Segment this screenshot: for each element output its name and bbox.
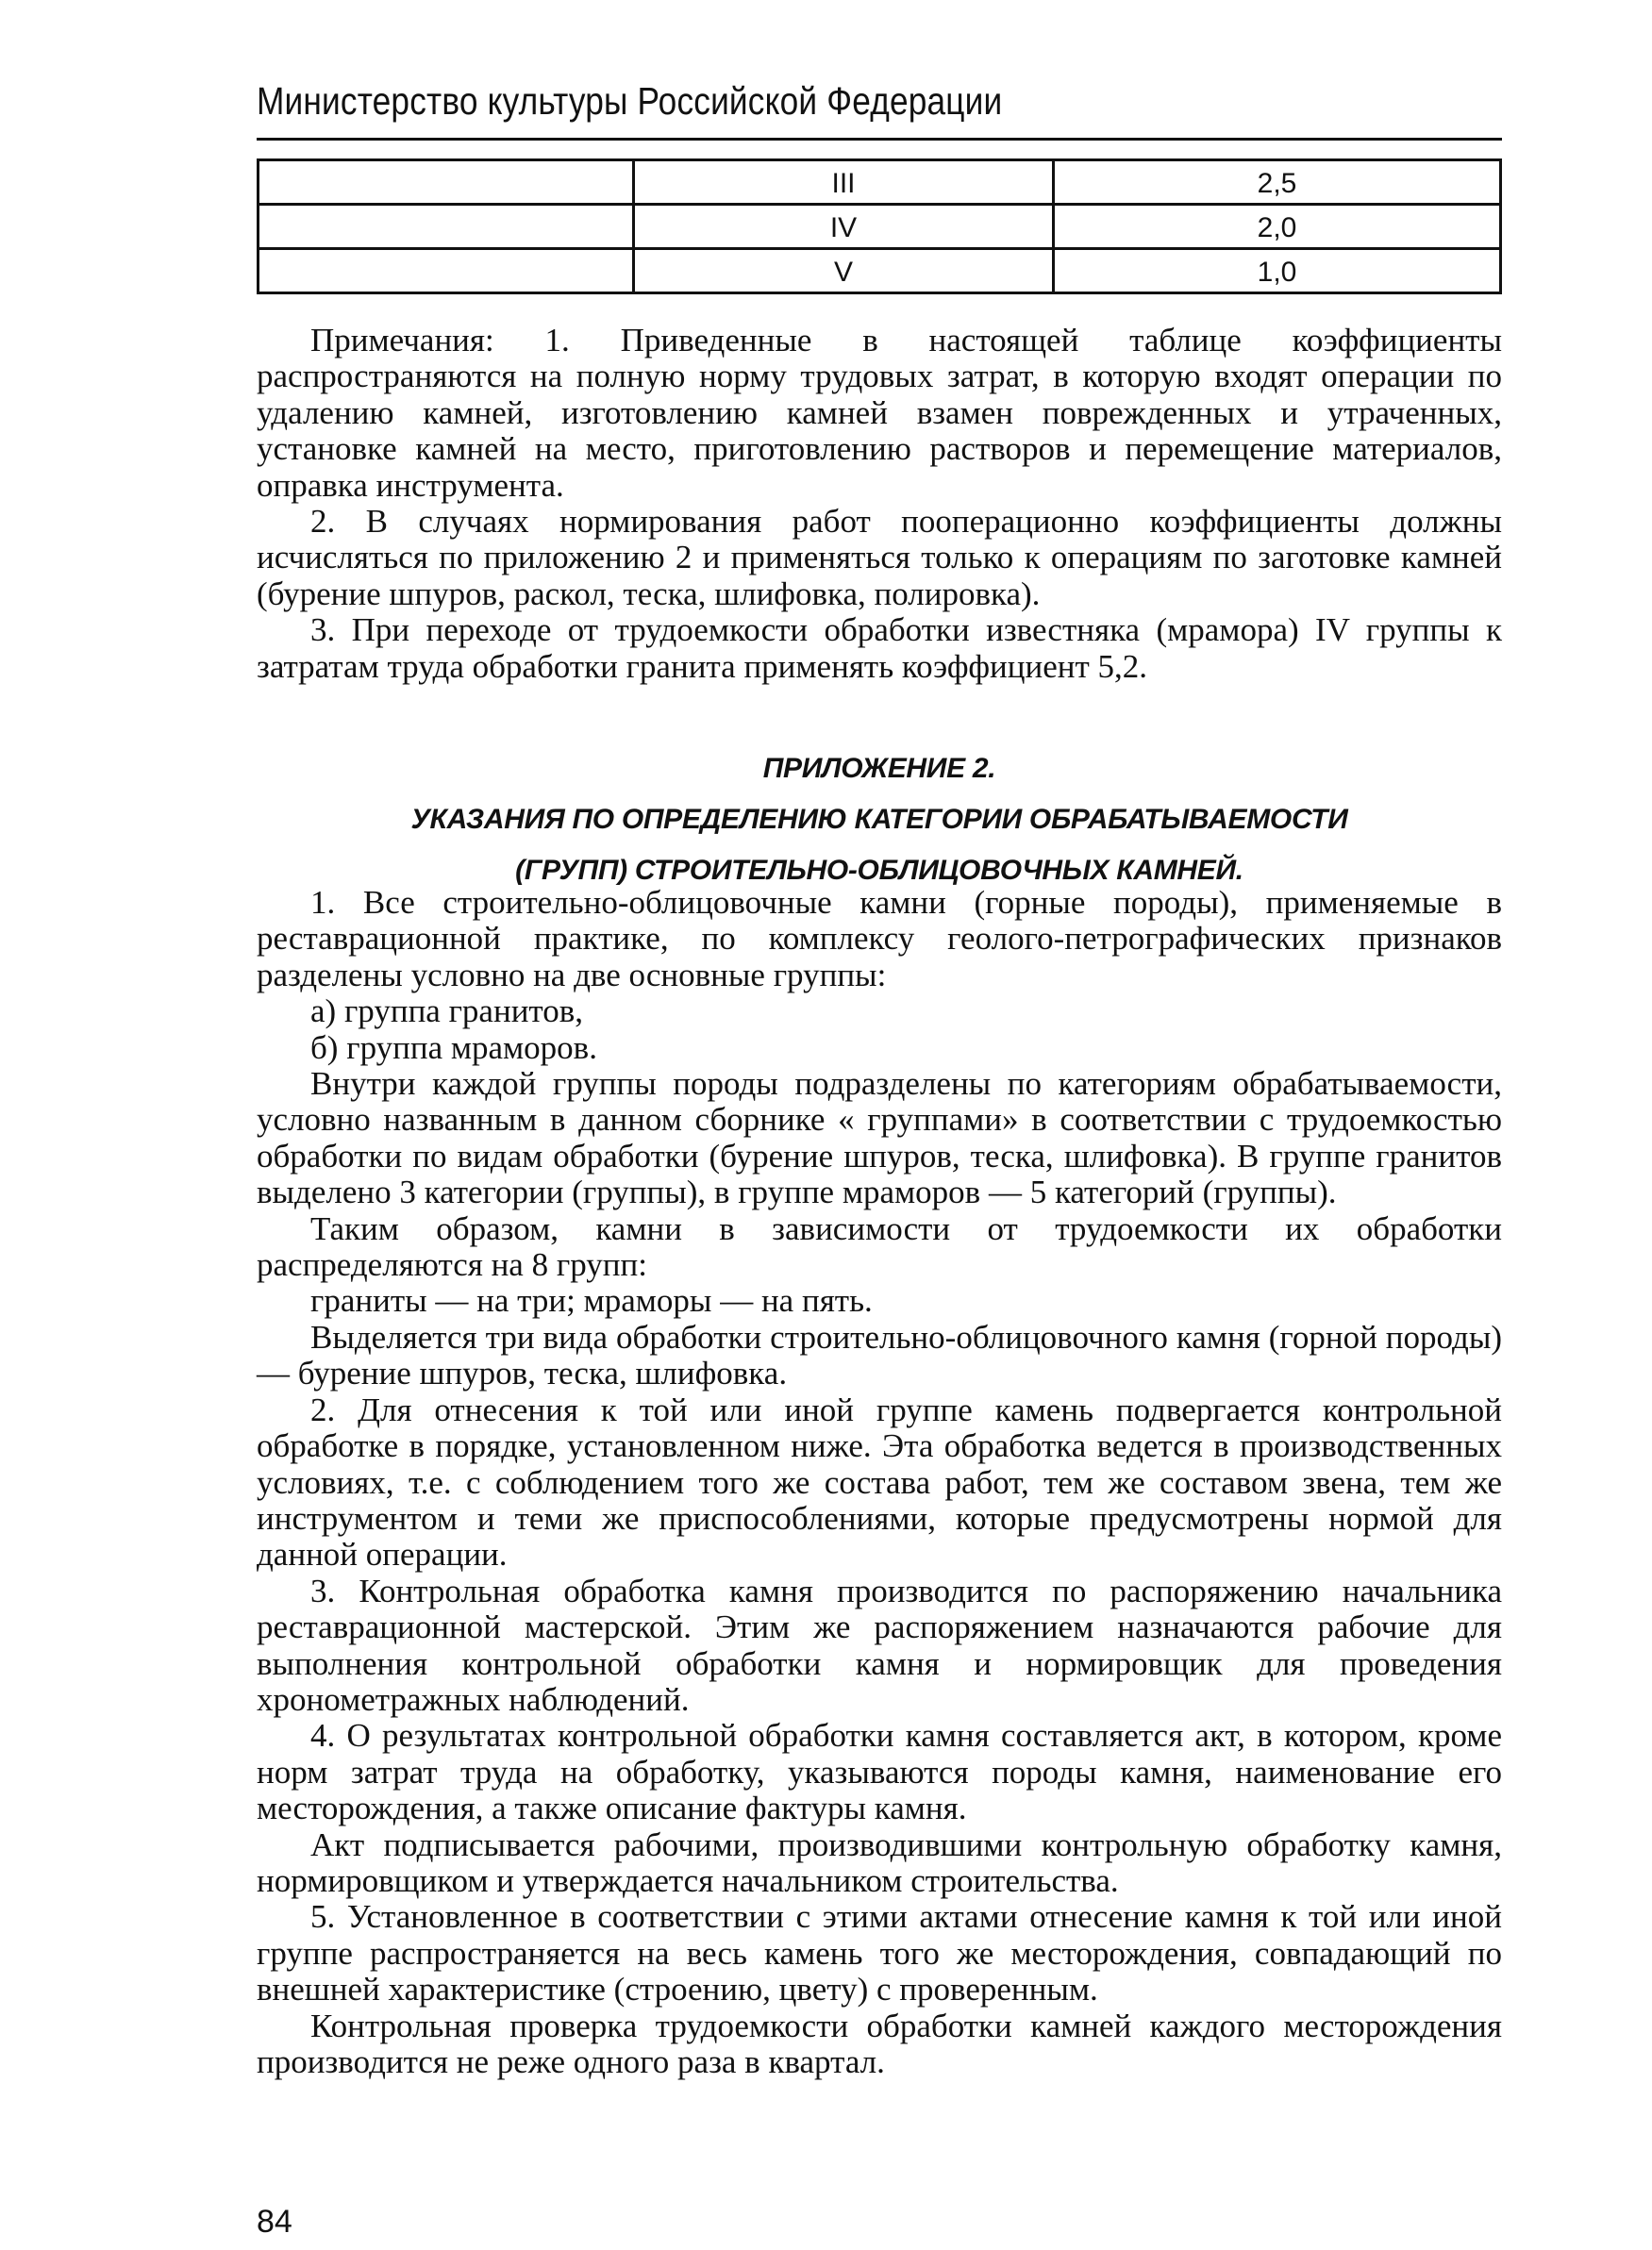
table-cell-coefficient: 1,0 (1054, 249, 1501, 293)
appendix-title: ПРИЛОЖЕНИЕ 2. (762, 753, 996, 784)
paragraph: Таким образом, камни в зависимости от трудоемкости их обработки распределяются на 8 групп: (257, 1209, 1502, 1284)
note-2: 2. В случаях нормирования работ пооперационно коэффициенты должны исчисляться по приложению 2 и применяться только к операциям по заготовке камней (бурение шпуров, раскол, теска, шлифовка, полировка). (257, 503, 1502, 612)
paragraph: Внутри каждой группы породы подразделены по категориям обрабатываемости, условно названным в данном сборнике « группами» в соответствии с трудоемкостью обработки по видам обработки (бурение шпуров, теска, шлифовка). В группе гранитов выделено 3 категории (группы), в группе мраморов — 5 категорий (группы). (257, 1065, 1502, 1211)
table-cell-coefficient: 2,0 (1054, 205, 1501, 249)
table-cell-coefficient: 2,5 (1054, 160, 1501, 205)
paragraph: 3. Контрольная обработка камня производится по распоряжению начальника реставрационной мастерской. Этим же распоряжением назначаются рабочие для выполнения контрольной обработки камня и нормировщик для проведения хронометражных наблюдений. (257, 1572, 1502, 1718)
table-cell-group (259, 160, 634, 205)
table-cell-group (259, 249, 634, 293)
header-rule (257, 138, 1502, 141)
paragraph: 1. Все строительно-облицовочные камни (горные породы), применяемые в реставрационной практике, по комплексу геолого-петрографических признаков разделены условно на две основные группы: (257, 884, 1502, 993)
appendix-subtitle-line2: (ГРУПП) СТРОИТЕЛЬНО-ОБЛИЦОВОЧНЫХ КАМНЕЙ. (515, 855, 1243, 886)
table-row (259, 205, 1501, 249)
list-item-b: б) группа мраморов. (310, 1028, 597, 1066)
table-row (259, 160, 1501, 205)
table-cell-category: IV (634, 205, 1054, 249)
appendix-heading (257, 743, 1502, 896)
list-item-a: а) группа гранитов, (310, 992, 584, 1030)
paragraph: 4. О результатах контрольной обработки камня составляется акт, в котором, кроме норм затрат труда на обработку, указываются породы камня, наименование его месторождения, а также описание фактуры камня. (257, 1717, 1502, 1827)
paragraph: граниты — на три; мраморы — на пять. (310, 1282, 873, 1320)
table-row (259, 249, 1501, 293)
note-3: 3. При переходе от трудоемкости обработки известняка (мрамора) IV группы к затратам труда обработки гранита применять коэффициент 5,2. (257, 611, 1502, 685)
paragraph: Акт подписывается рабочими, производившими контрольную обработку камня, нормировщиком и утверждается начальником строительства. (257, 1825, 1502, 1899)
appendix-subtitle-line1: УКАЗАНИЯ ПО ОПРЕДЕЛЕНИЮ КАТЕГОРИИ ОБРАБАТЫВАЕМОСТИ (410, 804, 1348, 835)
coefficient-table (257, 158, 1502, 294)
paragraph: 5. Установленное в соответствии с этими актами отнесение камня к той или иной группе распространяется на весь камень того же месторождения, совпадающий по внешней характеристике (строению, цвету) с проверенным. (257, 1898, 1502, 2008)
table-cell-category: V (634, 249, 1054, 293)
paragraph: Контрольная проверка трудоемкости обработки камней каждого месторождения производится не реже одного раза в квартал. (257, 2007, 1502, 2080)
table-cell-group (259, 205, 634, 249)
page-number: 84 (257, 2204, 292, 2240)
note-1: Примечания: 1. Приведенные в настоящей таблице коэффициенты распространяются на полную норму трудовых затрат, в которую входят операции по удалению камней, изготовлению камней взамен поврежденных и утраченных, установке камней на место, приготовлению растворов и перемещение материалов, оправка инструмента. (257, 322, 1502, 504)
paragraph: 2. Для отнесения к той или иной группе камень подвергается контрольной обработке в порядке, установленном ниже. Эта обработка ведется в производственных условиях, т.е. с соблюдением того же состава работ, тем же составом звена, тем же инструментом и теми же приспособлениями, которые предусмотрены нормой для данной операции. (257, 1391, 1502, 1574)
appendix-body (257, 885, 1502, 2080)
running-header: Министерство культуры Российской Федерации (257, 79, 1003, 123)
paragraph: Выделяется три вида обработки строительно-облицовочного камня (горной породы) — бурение шпуров, теска, шлифовка. (257, 1318, 1502, 1392)
table-cell-category: III (634, 160, 1054, 205)
table-notes (257, 323, 1502, 685)
